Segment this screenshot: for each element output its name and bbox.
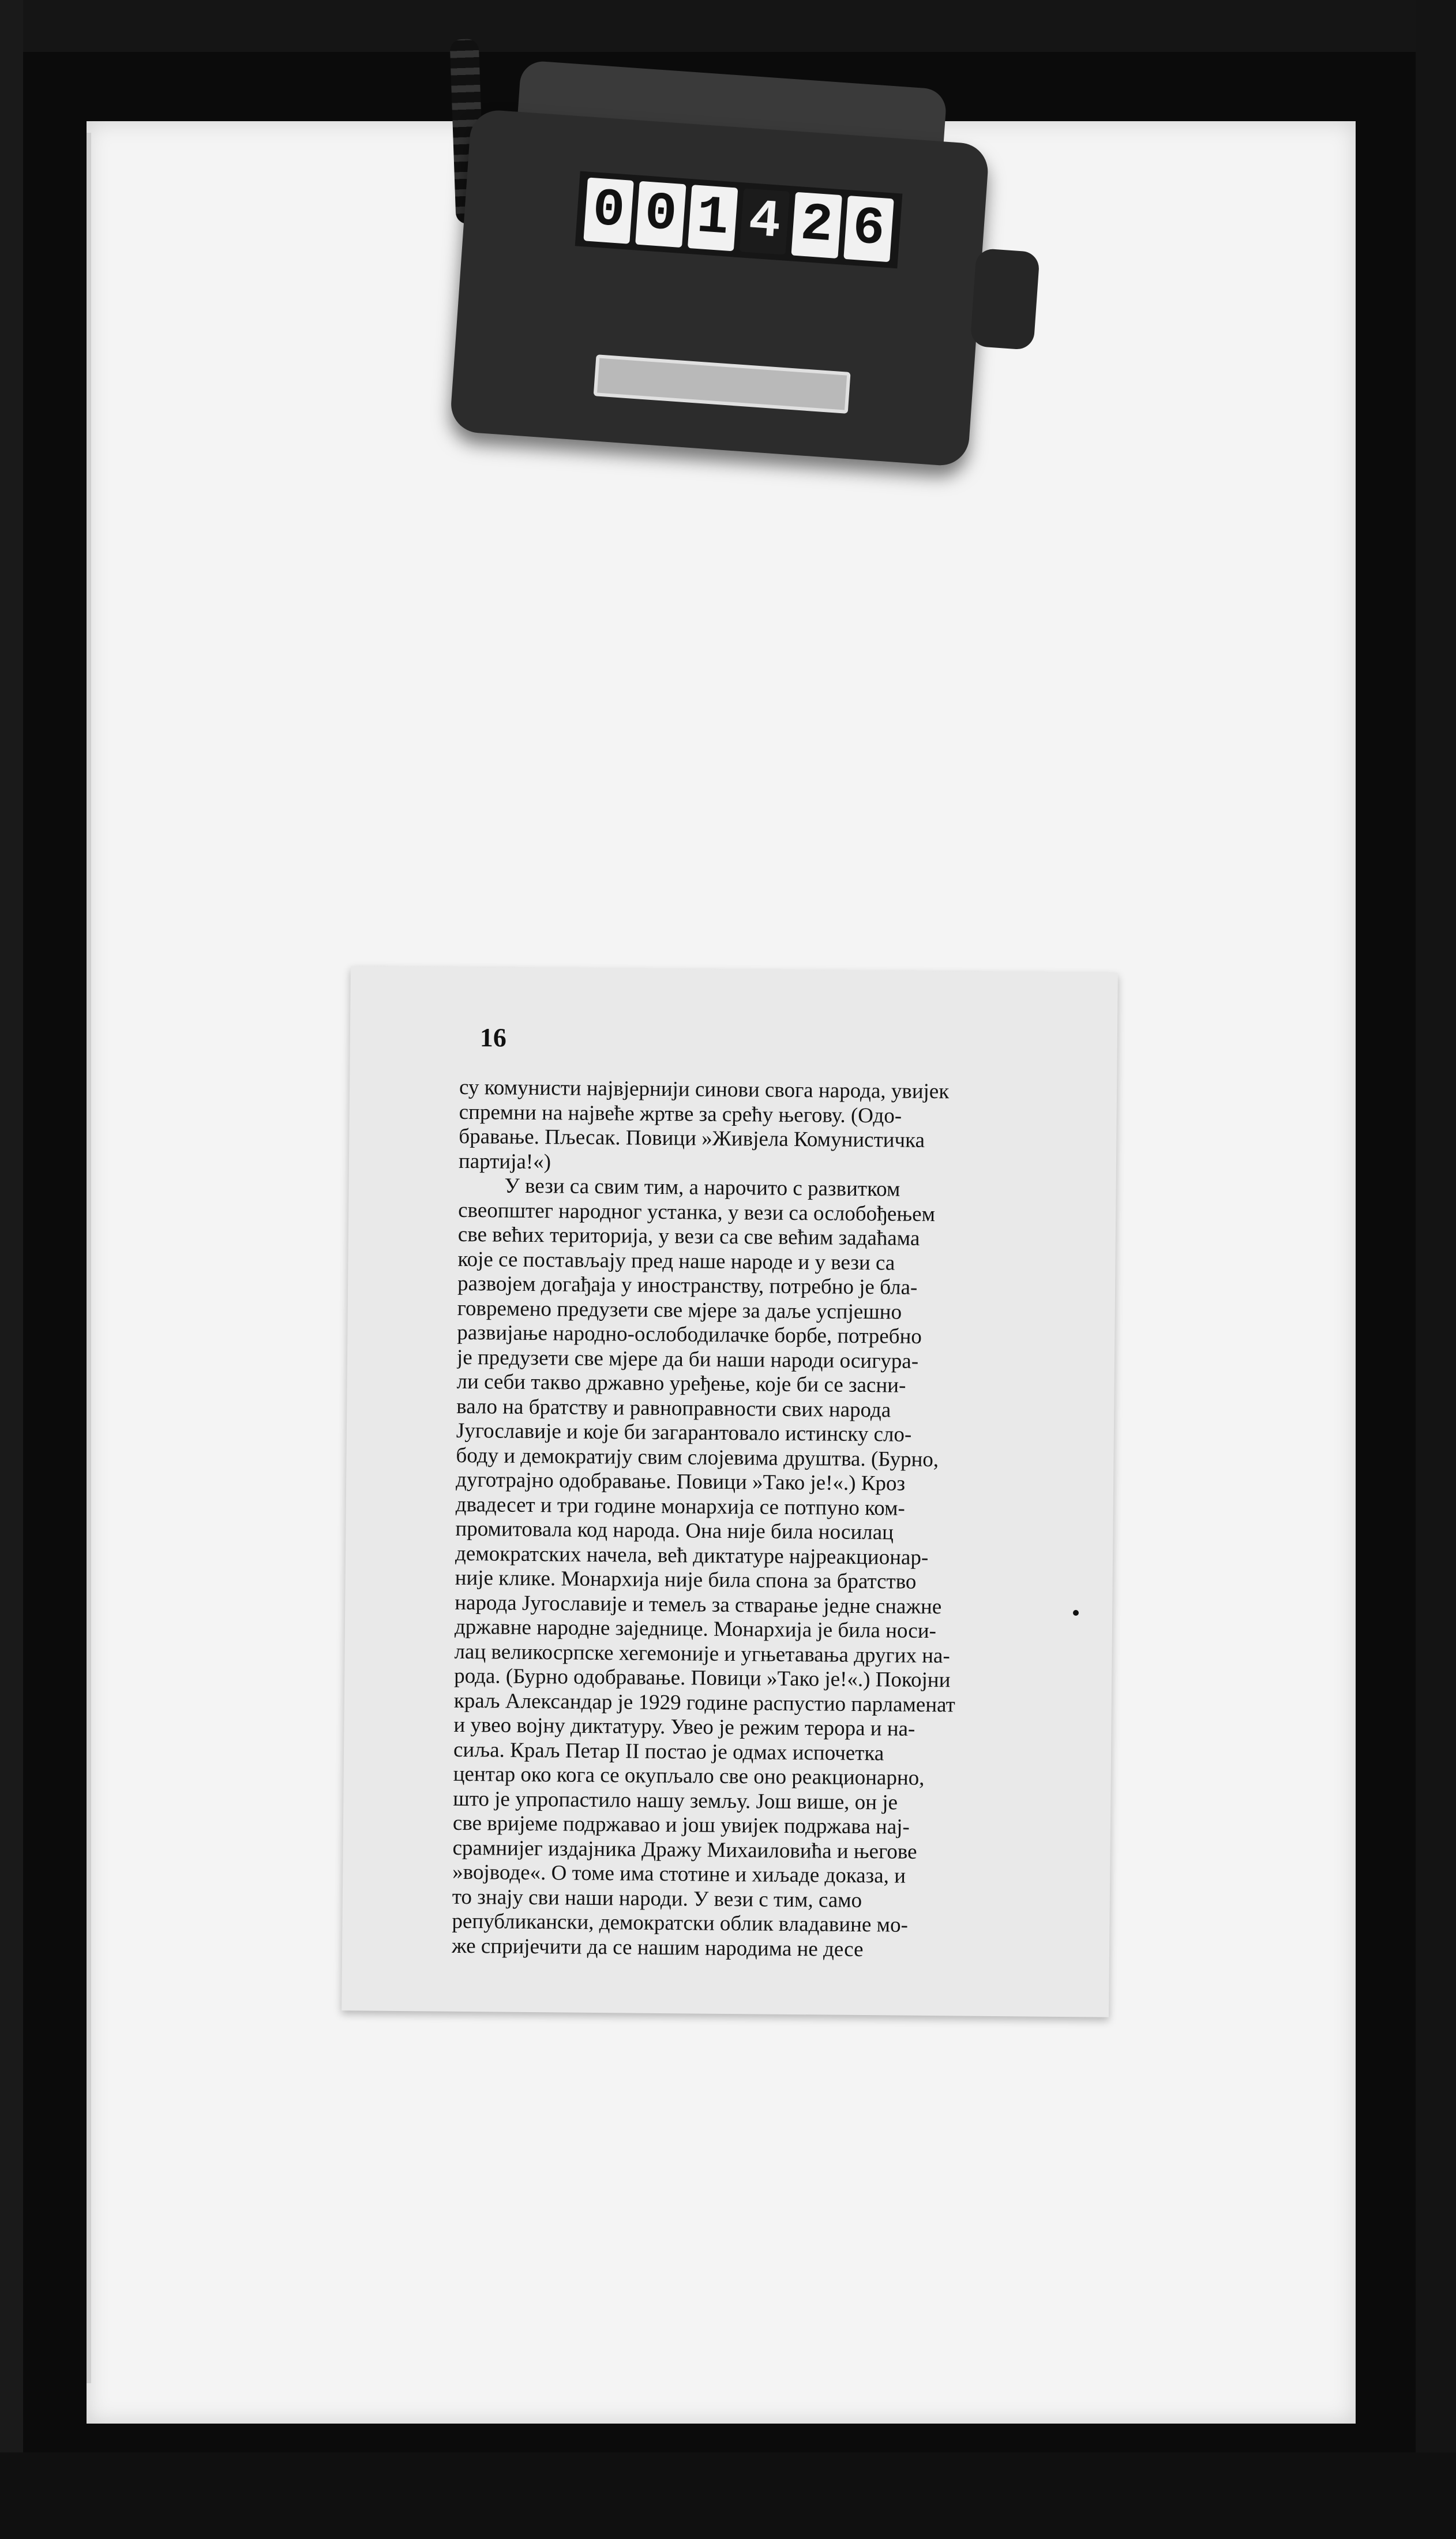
text-line: лац великосрпске хегемоније и угњетавања других на- bbox=[454, 1639, 950, 1668]
text-line: је предузети све мјере да би наши народи осигура- bbox=[456, 1345, 919, 1373]
text-line: то знају сви наши народи. У вези с тим, само bbox=[452, 1885, 862, 1912]
page-body-text bbox=[452, 1076, 1036, 1964]
text-line: све већих територија, у вези са све већим задаћама bbox=[457, 1222, 920, 1250]
text-line: није клике. Монархија није била спона за братство bbox=[455, 1566, 917, 1594]
text-line: све вријеме подржавао и још увијек подржава нај- bbox=[452, 1811, 910, 1839]
text-line: демократских начела, већ диктатуре најреакционар- bbox=[455, 1541, 929, 1570]
text-line: свеопштег народног устанка, у вези са ослобођењем bbox=[458, 1198, 936, 1226]
text-line: Југославије и које би загарантовало истинску сло- bbox=[456, 1418, 912, 1447]
counter-digit: 6 bbox=[843, 196, 894, 262]
text-line: развијање народно-ослободилачке борбе, потребно bbox=[457, 1320, 922, 1349]
text-line: говремено предузети све мјере за даље успјешно bbox=[457, 1296, 902, 1324]
text-line: рода. (Бурно одобравање. Повици »Тако је!«.) Покојни bbox=[454, 1664, 951, 1692]
text-line: што је упропастило нашу земљу. Још више, он је bbox=[453, 1787, 898, 1815]
text-line: боду и демократију свим слојевима друштва. (Бурно, bbox=[456, 1443, 939, 1471]
text-line: центар око кога се окупљало све оно реакционарно, bbox=[453, 1762, 925, 1790]
text-line: дуготрајно одобравање. Повици »Тако је!«.) Кроз bbox=[455, 1467, 906, 1496]
paragraph-start-line: У вези са свим тим, а нарочито с развитком bbox=[504, 1174, 900, 1201]
text-line: државне народне заједнице. Монархија је била носи- bbox=[454, 1615, 937, 1643]
text-line: двадесет и три године монархија се потпуно ком- bbox=[455, 1492, 905, 1521]
text-line: же спријечити да се нашим народима не десе bbox=[451, 1934, 864, 1961]
text-line: народа Југославије и темељ за стварање једне снажне bbox=[455, 1590, 942, 1619]
text-line: партија!«) bbox=[458, 1149, 551, 1174]
text-line: су комунисти највјернији синови свога народа, увијек bbox=[459, 1075, 950, 1104]
frame-counter-device bbox=[449, 57, 1011, 474]
dust-speck bbox=[1073, 1610, 1079, 1616]
text-line: које се постављају пред наше народе и у вези са bbox=[457, 1247, 895, 1275]
film-edge-left bbox=[0, 0, 23, 2539]
text-line: ли себи такво државно уређење, које би се засни- bbox=[456, 1369, 906, 1398]
counter-digit: 0 bbox=[635, 181, 686, 248]
film-edge-bottom bbox=[0, 2452, 1456, 2539]
counter-digit: 0 bbox=[583, 177, 634, 244]
text-line: и увео војну диктатуру. Увео је режим терора и на- bbox=[453, 1713, 915, 1741]
text-line: спремни на највеће жртве за срећу његову. (Одо- bbox=[459, 1100, 902, 1128]
text-line: бравање. Пљесак. Повици »Живјела Комунистичка bbox=[459, 1124, 925, 1152]
film-edge-right bbox=[1416, 0, 1456, 2539]
text-line: краљ Александар је 1929 године распустио парламенат bbox=[453, 1688, 955, 1717]
text-line: вало на братству и равноправности свих народа bbox=[456, 1394, 891, 1422]
text-line: промитовала код народа. Она није била носилац bbox=[455, 1516, 894, 1545]
board-edge-shadow bbox=[87, 133, 91, 2383]
text-line: сиља. Краљ Петар II постао је одмах испочетка bbox=[453, 1737, 884, 1765]
counter-knob bbox=[970, 248, 1040, 350]
text-line: срамнијег издајника Дражу Михаиловића и његове bbox=[452, 1836, 917, 1864]
page-number: 16 bbox=[479, 1023, 507, 1053]
text-line: »војводе«. О томе има стотине и хиљаде доказа, и bbox=[452, 1860, 906, 1888]
film-edge-top bbox=[0, 0, 1456, 52]
counter-digit: 2 bbox=[791, 192, 842, 259]
document-page bbox=[342, 966, 1118, 2017]
text-line: републикански, демократски облик владавине мо- bbox=[452, 1909, 909, 1937]
counter-body bbox=[449, 108, 990, 467]
text-line: развојем догађаја у иностранству, потребно је бла- bbox=[457, 1271, 918, 1300]
counter-digit: 1 bbox=[688, 185, 738, 251]
counter-digit: 4 bbox=[740, 188, 790, 254]
